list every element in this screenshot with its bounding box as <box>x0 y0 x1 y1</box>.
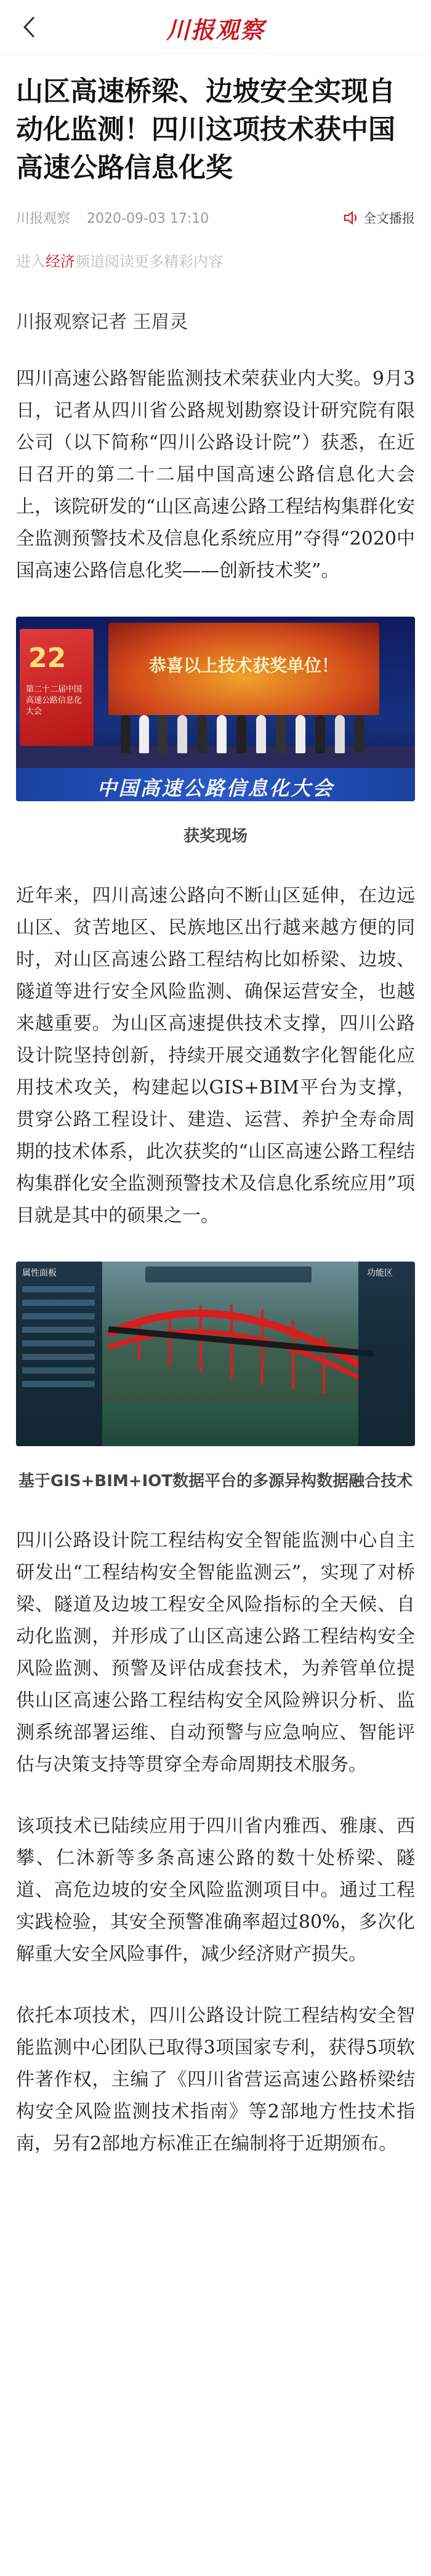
paragraph: 四川高速公路智能监测技术荣获业内大奖。9月3日，记者从四川省公路规划勘察设计研究院有限公司（以下简称“四川公路设计院”）获悉，在近日召开的第二十二届中国高速公路信息化大会上，该院研发的“山区高速公路工程结构集群化安全监测预警技术及信息化系统应用”夺得“2020中国高速公路信息化奖——创新技术奖”。 <box>16 368 415 582</box>
person <box>296 715 305 753</box>
panel-row <box>22 1354 95 1360</box>
paragraph: 该项技术已陆续应用于四川省内雅西、雅康、西攀、仁沐新等多条高速公路的数十处桥梁、隧道、高危边坡的安全风险监测项目中。通过工程实践检验，其安全预警准确率超过80%，多次化解重大安全风险事件，减少经济财产损失。 <box>16 1815 415 1965</box>
conference-banner <box>16 768 415 801</box>
figure-award <box>16 617 415 850</box>
side-screen-text: 第二十二届中国高速公路信息化大会 <box>26 685 83 716</box>
byline: 川报观察记者 王眉灵 <box>16 311 188 333</box>
function-panel-title: 功能区 <box>367 1268 393 1278</box>
panel-row <box>22 1340 95 1346</box>
brand-logo[interactable]: 川报观察 <box>166 16 265 44</box>
article-datetime: 2020-09-03 17:10 <box>87 211 209 226</box>
panel-row <box>22 1300 95 1306</box>
channel-name[interactable]: 经济 <box>46 253 75 270</box>
channel-suffix: 频道阅读更多精彩内容 <box>75 253 223 270</box>
figure-bridge <box>16 1262 415 1495</box>
side-screen <box>20 629 94 746</box>
channel-link[interactable] <box>16 249 415 271</box>
person <box>335 715 345 753</box>
bridge-monitoring-screenshot[interactable] <box>16 1262 415 1446</box>
paragraph: 依托本项技术，四川公路设计院工程结构安全智能监测中心团队已取得3项国家专利，获得5项软件著作权，主编了《四川省营运高速公路桥梁结构安全风险监测技术指南》等2部地方性技术指南，另有2部地方标准正在编制将于近期颁布。 <box>16 2005 415 2154</box>
listen-button[interactable] <box>344 209 415 227</box>
main-screen <box>108 623 379 715</box>
award-photo[interactable] <box>16 617 415 801</box>
person <box>177 715 187 753</box>
attribute-panel[interactable] <box>16 1262 102 1446</box>
panel-row <box>22 1367 95 1374</box>
listen-label: 全文播报 <box>363 210 415 226</box>
figure-caption: 获奖现场 <box>183 827 248 846</box>
toolbar-strip[interactable] <box>145 1266 312 1282</box>
panel-row <box>22 1327 95 1333</box>
article-content <box>0 73 431 2160</box>
paragraph: 四川公路设计院工程结构安全智能监测中心自主研发出“工程结构安全智能监测云”，实现了对桥梁、隧道及边坡工程安全风险指标的全天候、自动化监测，并形成了山区高速公路工程结构安全风险监测、预警及评估成套技术，为养管单位提供山区高速公路工程结构安全风险辨识分析、监测系统部署运维、自动预警与应急响应、智能评估与决策支持等贯穿全寿命周期技术服务。 <box>16 1530 415 1775</box>
function-panel[interactable] <box>358 1262 415 1446</box>
attribute-panel-title: 属性面板 <box>22 1268 57 1278</box>
article-title: 山区高速桥梁、边坡安全实现自动化监测！四川这项技术获中国高速公路信息化奖 <box>16 76 395 183</box>
person <box>355 715 365 753</box>
paragraph: 近年来，四川高速公路向不断山区延伸，在边远山区、贫苦地区、民族地区出行越来越方便的同时，对山区高速公路工程结构比如桥梁、边坡、隧道等进行安全风险监测、确保运营安全，也越来越重要。为山区高速提供技术支撑，四川公路设计院坚持创新，持续开展交通数字化智能化应用技术攻关，构建起以GIS+BIM平台为支撑，贯穿公路工程设计、建造、运营、养护全寿命周期的技术体系，此次获奖的“山区高速公路工程结构集群化安全监测预警技术及信息化系统应用”项目就是其中的硕果之一。 <box>16 885 415 1226</box>
figure-caption: 基于GIS+BIM+IOT数据平台的多源异构数据融合技术 <box>18 1472 413 1490</box>
person <box>139 715 149 753</box>
article-source: 川报观察 <box>16 211 71 226</box>
person <box>315 715 325 753</box>
main-screen-text: 恭喜以上技术获奖单位！ <box>148 655 339 676</box>
person <box>236 715 246 753</box>
article-meta <box>16 208 415 227</box>
channel-prefix: 进入 <box>16 253 46 270</box>
panel-row <box>22 1381 95 1387</box>
person <box>121 715 131 753</box>
panel-row <box>22 1286 95 1292</box>
person <box>197 715 207 753</box>
person <box>217 715 227 753</box>
person <box>256 715 266 753</box>
side-screen-number: 22 <box>28 642 66 674</box>
person <box>158 715 167 753</box>
top-bar <box>0 0 431 54</box>
banner-text: 中国高速公路信息化大会 <box>97 777 334 800</box>
panel-row <box>22 1313 95 1319</box>
speaker-icon <box>344 210 360 225</box>
person <box>276 715 286 753</box>
meta-info <box>16 208 221 227</box>
